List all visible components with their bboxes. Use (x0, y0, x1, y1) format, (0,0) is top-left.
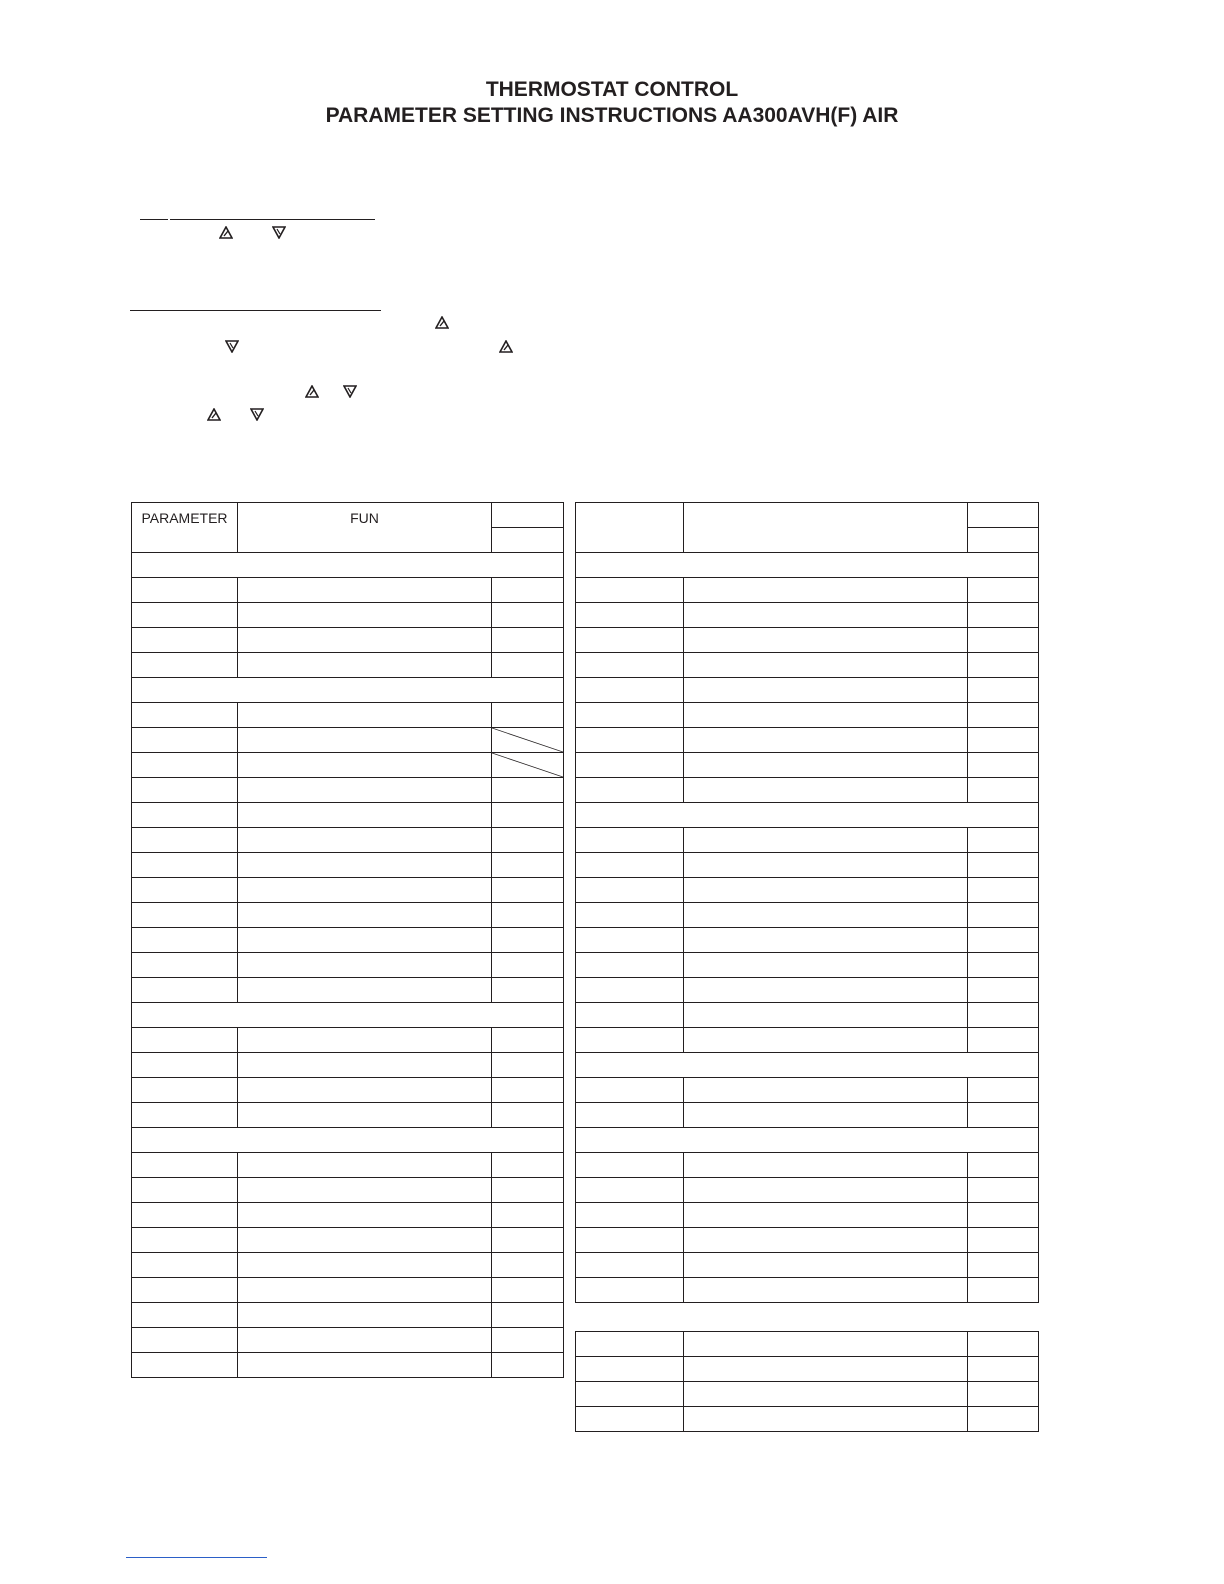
value-cell (968, 653, 1039, 678)
function-cell (238, 703, 492, 728)
header-value-cell-bottom (492, 528, 564, 553)
section-row (132, 553, 564, 578)
table-row (576, 953, 1039, 978)
value-cell (492, 1228, 564, 1253)
table-row (576, 603, 1039, 628)
table-row (132, 578, 564, 603)
param-cell (576, 1278, 684, 1303)
section-row (132, 1003, 564, 1028)
function-cell (238, 878, 492, 903)
table-row (576, 1332, 1039, 1357)
up-triangle-icon (207, 408, 221, 421)
value-cell (492, 1028, 564, 1053)
function-cell (684, 703, 968, 728)
param-cell (576, 953, 684, 978)
param-cell (576, 1332, 684, 1357)
value-cell (968, 703, 1039, 728)
function-cell (238, 1203, 492, 1228)
up-triangle-icon (435, 316, 449, 329)
function-cell (684, 1153, 968, 1178)
param-cell (576, 1407, 684, 1432)
value-cell (492, 653, 564, 678)
table-row (132, 1078, 564, 1103)
function-cell (684, 678, 968, 703)
param-cell (576, 1253, 684, 1278)
param-cell (132, 753, 238, 778)
function-cell (238, 978, 492, 1003)
value-cell (968, 1228, 1039, 1253)
value-cell (968, 953, 1039, 978)
function-cell (238, 603, 492, 628)
function-cell (238, 1078, 492, 1103)
param-cell (576, 878, 684, 903)
table-row (132, 1203, 564, 1228)
param-cell (576, 1382, 684, 1407)
table-row (576, 1357, 1039, 1382)
value-cell (492, 853, 564, 878)
value-cell (968, 778, 1039, 803)
table-row (132, 1278, 564, 1303)
value-cell (492, 1053, 564, 1078)
section-row (576, 1128, 1039, 1153)
param-cell (132, 1328, 238, 1353)
value-cell (968, 628, 1039, 653)
section-row (576, 553, 1039, 578)
function-cell (684, 778, 968, 803)
section-row (132, 1128, 564, 1153)
document-title-line1: THERMOSTAT CONTROL (485, 78, 739, 101)
table-row (576, 1203, 1039, 1228)
table-row (576, 1028, 1039, 1053)
param-cell (132, 1228, 238, 1253)
header-function-cell: FUN (238, 503, 492, 553)
param-cell (576, 1228, 684, 1253)
param-cell (132, 853, 238, 878)
param-cell (132, 1153, 238, 1178)
param-cell (132, 628, 238, 653)
table-row (576, 628, 1039, 653)
value-cell (968, 1078, 1039, 1103)
param-cell (576, 1153, 684, 1178)
down-triangle-icon (250, 408, 264, 421)
param-cell (132, 1253, 238, 1278)
table-row (132, 703, 564, 728)
function-cell (238, 1178, 492, 1203)
function-cell (238, 628, 492, 653)
param-cell (576, 653, 684, 678)
parameter-table-right (575, 502, 1039, 1303)
param-cell (132, 1353, 238, 1378)
value-cell (968, 903, 1039, 928)
value-cell (492, 603, 564, 628)
function-cell (238, 953, 492, 978)
param-cell (576, 1178, 684, 1203)
table-row (132, 628, 564, 653)
up-triangle-icon (305, 385, 319, 398)
param-cell (576, 628, 684, 653)
table-row (576, 978, 1039, 1003)
function-cell (238, 1328, 492, 1353)
param-cell (576, 828, 684, 853)
function-cell (238, 1353, 492, 1378)
value-cell (968, 853, 1039, 878)
function-cell (238, 1278, 492, 1303)
function-cell (684, 753, 968, 778)
table-row (132, 728, 564, 753)
param-cell (132, 1028, 238, 1053)
function-cell (238, 1228, 492, 1253)
header-function-cell (684, 503, 968, 553)
param-cell (132, 603, 238, 628)
table-row (132, 828, 564, 853)
table-row (132, 953, 564, 978)
value-cell (492, 778, 564, 803)
value-cell (492, 1178, 564, 1203)
function-cell (238, 928, 492, 953)
function-cell (684, 628, 968, 653)
table-row (576, 1278, 1039, 1303)
document-title-line2: PARAMETER SETTING INSTRUCTIONS AA300AVH(F) AIR (325, 104, 899, 127)
param-cell (132, 703, 238, 728)
param-cell (576, 753, 684, 778)
function-cell (684, 1382, 968, 1407)
value-cell (968, 1153, 1039, 1178)
value-cell (968, 928, 1039, 953)
param-cell (132, 1303, 238, 1328)
header-value-cell-top (492, 503, 564, 528)
up-triangle-icon (219, 226, 233, 239)
table-row (576, 778, 1039, 803)
table-row (576, 1153, 1039, 1178)
value-cell (492, 1278, 564, 1303)
value-cell (492, 1103, 564, 1128)
function-cell (684, 1078, 968, 1103)
table-row (576, 1103, 1039, 1128)
param-cell (132, 1103, 238, 1128)
param-cell (132, 1078, 238, 1103)
up-triangle-icon (499, 340, 513, 353)
param-cell (576, 778, 684, 803)
function-cell (238, 778, 492, 803)
down-triangle-icon (225, 340, 239, 353)
table-row (576, 1178, 1039, 1203)
param-cell (576, 728, 684, 753)
param-cell (576, 1028, 684, 1053)
value-cell (492, 1353, 564, 1378)
function-cell (684, 603, 968, 628)
table-row (132, 603, 564, 628)
header-parameter-cell (576, 503, 684, 553)
function-cell (684, 1203, 968, 1228)
table-row (132, 1028, 564, 1053)
function-cell (684, 928, 968, 953)
param-cell (132, 578, 238, 603)
section-row (576, 1053, 1039, 1078)
table-row (132, 1178, 564, 1203)
function-cell (238, 853, 492, 878)
value-cell (968, 1278, 1039, 1303)
value-cell (968, 603, 1039, 628)
value-cell-na (492, 753, 564, 778)
function-cell (684, 1332, 968, 1357)
value-cell (492, 1153, 564, 1178)
value-cell (968, 1407, 1039, 1432)
value-cell (492, 953, 564, 978)
value-cell (968, 828, 1039, 853)
function-cell (684, 578, 968, 603)
value-cell (492, 1328, 564, 1353)
value-cell (968, 1203, 1039, 1228)
value-cell (968, 728, 1039, 753)
param-cell (576, 928, 684, 953)
value-cell-na (492, 728, 564, 753)
value-cell (492, 878, 564, 903)
table-row (576, 703, 1039, 728)
value-cell (492, 828, 564, 853)
table-row (132, 1228, 564, 1253)
param-cell (576, 703, 684, 728)
function-cell (238, 803, 492, 828)
param-cell (132, 728, 238, 753)
param-cell (132, 1053, 238, 1078)
value-cell (968, 1178, 1039, 1203)
param-cell (576, 1078, 684, 1103)
down-triangle-icon (343, 385, 357, 398)
function-cell (684, 1228, 968, 1253)
header-value-cell-top (968, 503, 1039, 528)
table-row (132, 1303, 564, 1328)
function-cell (238, 1153, 492, 1178)
table-row (132, 903, 564, 928)
param-cell (576, 1357, 684, 1382)
table-row (576, 853, 1039, 878)
function-cell (684, 728, 968, 753)
param-cell (576, 853, 684, 878)
function-cell (238, 1103, 492, 1128)
table-row (132, 778, 564, 803)
function-cell (684, 1028, 968, 1053)
function-cell (238, 653, 492, 678)
table-row (576, 1407, 1039, 1432)
value-cell (492, 803, 564, 828)
table-row (132, 1328, 564, 1353)
function-cell (684, 653, 968, 678)
param-cell (132, 1203, 238, 1228)
param-cell (132, 803, 238, 828)
table-row (132, 853, 564, 878)
value-cell (492, 578, 564, 603)
value-cell (968, 1103, 1039, 1128)
function-cell (238, 828, 492, 853)
param-cell (576, 1003, 684, 1028)
param-cell (132, 978, 238, 1003)
param-cell (132, 828, 238, 853)
table-row (576, 678, 1039, 703)
section-row (576, 803, 1039, 828)
function-cell (684, 828, 968, 853)
value-cell (492, 1303, 564, 1328)
function-cell (684, 1357, 968, 1382)
value-cell (968, 878, 1039, 903)
function-cell (684, 903, 968, 928)
parameter-table-left (131, 502, 564, 1378)
value-cell (968, 1332, 1039, 1357)
table-row (132, 1353, 564, 1378)
value-cell (492, 903, 564, 928)
value-cell (968, 1003, 1039, 1028)
header-parameter-cell: PARAMETER (132, 503, 238, 553)
value-cell (492, 1253, 564, 1278)
value-cell (968, 1253, 1039, 1278)
function-cell (684, 1178, 968, 1203)
function-cell (684, 1407, 968, 1432)
table-row (132, 753, 564, 778)
table-row (576, 928, 1039, 953)
value-cell (968, 978, 1039, 1003)
table-row (576, 1228, 1039, 1253)
table-row (576, 1078, 1039, 1103)
table-row (576, 578, 1039, 603)
parameter-table-right-lower (575, 1331, 1039, 1432)
table-row (576, 1003, 1039, 1028)
function-cell (684, 853, 968, 878)
param-cell (132, 778, 238, 803)
param-cell (132, 953, 238, 978)
value-cell (968, 578, 1039, 603)
table-row (132, 1153, 564, 1178)
table-row (576, 753, 1039, 778)
table-row (132, 1053, 564, 1078)
value-cell (492, 628, 564, 653)
instruction-1-rule-short (140, 219, 168, 220)
table-row (132, 928, 564, 953)
table-row (576, 1382, 1039, 1407)
value-cell (968, 1357, 1039, 1382)
param-cell (576, 678, 684, 703)
instruction-2-rule (130, 310, 381, 311)
value-cell (968, 1382, 1039, 1407)
section-row (132, 678, 564, 703)
footer-link-underline[interactable] (126, 1557, 267, 1558)
table-row (132, 653, 564, 678)
function-cell (238, 1028, 492, 1053)
function-cell (238, 1253, 492, 1278)
function-cell (238, 578, 492, 603)
table-row (132, 1103, 564, 1128)
instruction-1-rule (170, 219, 375, 220)
header-value-cell-bottom (968, 528, 1039, 553)
param-cell (576, 1203, 684, 1228)
param-cell (132, 1178, 238, 1203)
param-cell (576, 578, 684, 603)
value-cell (968, 678, 1039, 703)
function-cell (684, 1278, 968, 1303)
table-row (576, 828, 1039, 853)
param-cell (132, 878, 238, 903)
param-cell (132, 1278, 238, 1303)
param-cell (132, 653, 238, 678)
param-cell (576, 603, 684, 628)
function-cell (684, 1003, 968, 1028)
table-row (576, 1253, 1039, 1278)
function-cell (684, 1103, 968, 1128)
table-row (132, 978, 564, 1003)
function-cell (684, 978, 968, 1003)
function-cell (684, 1253, 968, 1278)
value-cell (492, 928, 564, 953)
param-cell (576, 1103, 684, 1128)
function-cell (238, 1053, 492, 1078)
table-row (132, 1253, 564, 1278)
value-cell (492, 1203, 564, 1228)
function-cell (238, 728, 492, 753)
function-cell (238, 1303, 492, 1328)
param-cell (132, 928, 238, 953)
param-cell (576, 903, 684, 928)
value-cell (492, 1078, 564, 1103)
function-cell (684, 953, 968, 978)
value-cell (492, 703, 564, 728)
function-cell (684, 878, 968, 903)
value-cell (968, 1028, 1039, 1053)
param-cell (576, 978, 684, 1003)
param-cell (132, 903, 238, 928)
table-row (132, 878, 564, 903)
table-row (576, 903, 1039, 928)
table-row (576, 728, 1039, 753)
function-cell (238, 753, 492, 778)
down-triangle-icon (272, 226, 286, 239)
table-row (576, 878, 1039, 903)
table-row (132, 803, 564, 828)
value-cell (492, 978, 564, 1003)
function-cell (238, 903, 492, 928)
table-row (576, 653, 1039, 678)
value-cell (968, 753, 1039, 778)
